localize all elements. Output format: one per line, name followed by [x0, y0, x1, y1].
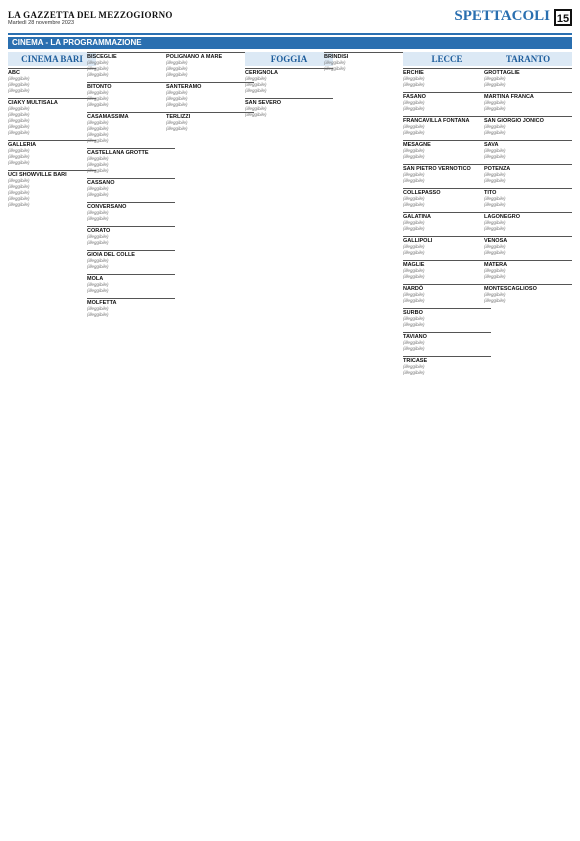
screening-text: (illeggibile)	[87, 258, 109, 263]
screening-row	[403, 154, 491, 160]
screening-text: (illeggibile)	[245, 76, 267, 81]
cinema-name: MESAGNE	[403, 140, 491, 148]
screening-text: (illeggibile)	[8, 178, 30, 183]
cinema-name: TRICASE	[403, 356, 491, 364]
masthead	[8, 8, 572, 30]
cinema-name: GIOIA DEL COLLE	[87, 250, 175, 258]
screening-row	[87, 192, 175, 198]
screening-row	[484, 178, 572, 184]
screening-row	[403, 274, 491, 280]
screening-text: (illeggibile)	[484, 106, 506, 111]
cinema-name: POLIGNANO A MARE	[166, 52, 254, 60]
cinema-name: UCI SHOWVILLE BARI	[8, 170, 96, 178]
screening-text: (illeggibile)	[8, 154, 30, 159]
screening-text: (illeggibile)	[484, 172, 506, 177]
screening-text: (illeggibile)	[87, 126, 109, 131]
cinema-block	[484, 116, 572, 136]
screening-row	[8, 130, 96, 136]
screening-text: (illeggibile)	[8, 130, 30, 135]
screening-row	[403, 106, 491, 112]
screening-text: (illeggibile)	[484, 226, 506, 231]
cinema-block	[403, 260, 491, 280]
cinema-name: SAVA	[484, 140, 572, 148]
screening-text: (illeggibile)	[403, 130, 425, 135]
screening-text: (illeggibile)	[324, 60, 346, 65]
screening-row	[8, 160, 96, 166]
screening-row	[87, 168, 175, 174]
screening-text: (illeggibile)	[8, 124, 30, 129]
cinema-name: GALLIPOLI	[403, 236, 491, 244]
cinema-name: SANTERAMO	[166, 82, 254, 90]
screening-text: (illeggibile)	[403, 220, 425, 225]
screening-text: (illeggibile)	[484, 250, 506, 255]
listing-columns	[8, 52, 572, 833]
cinema-name: CORATO	[87, 226, 175, 234]
cinema-block	[87, 112, 175, 144]
screening-text: (illeggibile)	[403, 148, 425, 153]
cinema-name: MARTINA FRANCA	[484, 92, 572, 100]
screening-text: (illeggibile)	[87, 210, 109, 215]
city-heading: TARANTO	[484, 52, 572, 66]
cinema-block	[166, 112, 254, 132]
cinema-block	[484, 164, 572, 184]
screening-text: (illeggibile)	[484, 202, 506, 207]
cinema-name: CERIGNOLA	[245, 68, 333, 76]
screening-text: (illeggibile)	[484, 196, 506, 201]
cinema-block	[8, 98, 96, 136]
screening-text: (illeggibile)	[403, 226, 425, 231]
cinema-name: CASTELLANA GROTTE	[87, 148, 175, 156]
screening-text: (illeggibile)	[245, 112, 267, 117]
cinema-block	[403, 332, 491, 352]
screening-row	[8, 88, 96, 94]
screening-row	[245, 112, 333, 118]
cinema-name: POTENZA	[484, 164, 572, 172]
cinema-block	[8, 140, 96, 166]
screening-text: (illeggibile)	[403, 364, 425, 369]
screening-text: (illeggibile)	[8, 76, 30, 81]
screening-row	[484, 274, 572, 280]
city-heading: LECCE	[403, 52, 491, 66]
cinema-name: GALLERIA	[8, 140, 96, 148]
screening-text: (illeggibile)	[87, 162, 109, 167]
screening-text: (illeggibile)	[87, 288, 109, 293]
cinema-name: TERLIZZI	[166, 112, 254, 120]
cinema-block	[403, 284, 491, 304]
screening-text: (illeggibile)	[87, 192, 109, 197]
cinema-name: SURBO	[403, 308, 491, 316]
screening-row	[403, 298, 491, 304]
screening-text: (illeggibile)	[484, 148, 506, 153]
screening-row	[87, 240, 175, 246]
listings-banner: CINEMA - LA PROGRAMMAZIONE	[8, 37, 572, 49]
cinema-block	[403, 68, 491, 88]
screening-row	[403, 250, 491, 256]
screening-text: (illeggibile)	[403, 106, 425, 111]
cinema-name: LAGONEGRO	[484, 212, 572, 220]
cinema-block	[87, 250, 175, 270]
city-heading: FOGGIA	[245, 52, 333, 66]
screening-text: (illeggibile)	[403, 292, 425, 297]
screening-text: (illeggibile)	[403, 202, 425, 207]
screening-row	[403, 130, 491, 136]
screening-row	[484, 82, 572, 88]
screening-row	[484, 106, 572, 112]
screening-text: (illeggibile)	[403, 172, 425, 177]
cinema-name: CONVERSANO	[87, 202, 175, 210]
cinema-block	[87, 274, 175, 294]
screening-row	[484, 154, 572, 160]
screening-text: (illeggibile)	[87, 312, 109, 317]
screening-text: (illeggibile)	[87, 306, 109, 311]
cinema-block	[403, 164, 491, 184]
screening-text: (illeggibile)	[87, 264, 109, 269]
cinema-name: SAN GIORGIO JONICO	[484, 116, 572, 124]
cinema-block	[484, 236, 572, 256]
cinema-block	[403, 92, 491, 112]
cinema-block	[166, 52, 254, 78]
screening-text: (illeggibile)	[87, 240, 109, 245]
section-title: SPETTACOLI	[454, 8, 550, 24]
screening-row	[166, 102, 254, 108]
cinema-block	[8, 170, 96, 208]
screening-text: (illeggibile)	[87, 138, 109, 143]
issue-date: Martedì 28 novembre 2023	[8, 20, 75, 26]
screening-row	[403, 202, 491, 208]
screening-text: (illeggibile)	[8, 184, 30, 189]
column-1	[8, 52, 96, 833]
screening-text: (illeggibile)	[87, 186, 109, 191]
screening-row	[8, 202, 96, 208]
cinema-name: TAVIANO	[403, 332, 491, 340]
screening-text: (illeggibile)	[324, 66, 346, 71]
column-6	[403, 52, 491, 833]
cinema-block	[245, 98, 333, 118]
cinema-name: MOLA	[87, 274, 175, 282]
screening-text: (illeggibile)	[484, 154, 506, 159]
screening-row	[166, 72, 254, 78]
screening-text: (illeggibile)	[166, 96, 188, 101]
cinema-block	[87, 298, 175, 318]
screening-row	[403, 370, 491, 376]
cinema-block	[484, 212, 572, 232]
screening-text: (illeggibile)	[403, 322, 425, 327]
screening-text: (illeggibile)	[484, 244, 506, 249]
screening-row	[484, 202, 572, 208]
cinema-block	[87, 226, 175, 246]
column-4	[245, 52, 333, 833]
screening-text: (illeggibile)	[403, 178, 425, 183]
cinema-name: BISCEGLIE	[87, 52, 175, 60]
cinema-name: CIAKY MULTISALA	[8, 98, 96, 106]
cinema-block	[403, 308, 491, 328]
cinema-block	[245, 68, 333, 94]
cinema-name: CASSANO	[87, 178, 175, 186]
screening-row	[245, 88, 333, 94]
cinema-block	[8, 68, 96, 94]
screening-text: (illeggibile)	[403, 346, 425, 351]
screening-text: (illeggibile)	[245, 106, 267, 111]
screening-text: (illeggibile)	[484, 130, 506, 135]
cinema-block	[403, 188, 491, 208]
cinema-name: COLLEPASSO	[403, 188, 491, 196]
cinema-name: GALATINA	[403, 212, 491, 220]
screening-text: (illeggibile)	[8, 88, 30, 93]
screening-text: (illeggibile)	[87, 282, 109, 287]
cinema-block	[484, 68, 572, 88]
screening-text: (illeggibile)	[403, 340, 425, 345]
screening-text: (illeggibile)	[166, 90, 188, 95]
screening-row	[484, 298, 572, 304]
cinema-name: CASAMASSIMA	[87, 112, 175, 120]
screening-text: (illeggibile)	[166, 60, 188, 65]
cinema-block	[403, 212, 491, 232]
screening-text: (illeggibile)	[166, 126, 188, 131]
cinema-name: SAN PIETRO VERNOTICO	[403, 164, 491, 172]
screening-text: (illeggibile)	[87, 96, 109, 101]
screening-text: (illeggibile)	[87, 216, 109, 221]
screening-text: (illeggibile)	[87, 66, 109, 71]
screening-row	[166, 126, 254, 132]
newspaper-name: LA GAZZETTA DEL MEZZOGIORNO	[8, 10, 173, 20]
cinema-name: NARDÒ	[403, 284, 491, 292]
cinema-block	[87, 178, 175, 198]
screening-text: (illeggibile)	[8, 112, 30, 117]
screening-text: (illeggibile)	[403, 268, 425, 273]
screening-row	[324, 66, 412, 72]
screening-text: (illeggibile)	[484, 100, 506, 105]
screening-text: (illeggibile)	[87, 102, 109, 107]
screening-text: (illeggibile)	[403, 196, 425, 201]
cinema-name: GROTTAGLIE	[484, 68, 572, 76]
screening-text: (illeggibile)	[166, 120, 188, 125]
screening-row	[403, 346, 491, 352]
screening-text: (illeggibile)	[166, 102, 188, 107]
screening-text: (illeggibile)	[245, 82, 267, 87]
column-5	[324, 52, 412, 833]
screening-text: (illeggibile)	[8, 196, 30, 201]
screening-text: (illeggibile)	[484, 124, 506, 129]
cinema-block	[87, 148, 175, 174]
screening-text: (illeggibile)	[403, 154, 425, 159]
cinema-block	[87, 52, 175, 78]
screening-text: (illeggibile)	[8, 160, 30, 165]
cinema-name: TITO	[484, 188, 572, 196]
screening-row	[403, 322, 491, 328]
screening-text: (illeggibile)	[403, 298, 425, 303]
screening-text: (illeggibile)	[403, 244, 425, 249]
cinema-block	[484, 260, 572, 280]
screening-row	[87, 264, 175, 270]
screening-row	[484, 130, 572, 136]
screening-text: (illeggibile)	[484, 292, 506, 297]
cinema-block	[403, 356, 491, 376]
screening-text: (illeggibile)	[8, 82, 30, 87]
screening-text: (illeggibile)	[8, 202, 30, 207]
screening-text: (illeggibile)	[484, 274, 506, 279]
cinema-block	[403, 236, 491, 256]
screening-row	[87, 102, 175, 108]
cinema-name: MAGLIE	[403, 260, 491, 268]
screening-text: (illeggibile)	[8, 118, 30, 123]
column-3	[166, 52, 254, 833]
screening-row	[87, 216, 175, 222]
screening-text: (illeggibile)	[403, 82, 425, 87]
screening-text: (illeggibile)	[166, 66, 188, 71]
cinema-block	[166, 82, 254, 108]
screening-text: (illeggibile)	[403, 124, 425, 129]
screening-text: (illeggibile)	[87, 234, 109, 239]
screening-row	[403, 82, 491, 88]
cinema-block	[484, 140, 572, 160]
cinema-name: BITONTO	[87, 82, 175, 90]
screening-row	[87, 312, 175, 318]
screening-text: (illeggibile)	[403, 316, 425, 321]
screening-text: (illeggibile)	[87, 156, 109, 161]
cinema-name: MOLFETTA	[87, 298, 175, 306]
screening-row	[87, 288, 175, 294]
screening-text: (illeggibile)	[484, 82, 506, 87]
screening-row	[484, 226, 572, 232]
screening-row	[403, 226, 491, 232]
cinema-name: MONTESCAGLIOSO	[484, 284, 572, 292]
city-heading: CINEMA BARI	[8, 52, 96, 66]
screening-text: (illeggibile)	[403, 250, 425, 255]
screening-text: (illeggibile)	[8, 148, 30, 153]
screening-text: (illeggibile)	[403, 100, 425, 105]
cinema-block	[484, 284, 572, 304]
column-2	[87, 52, 175, 833]
cinema-block	[87, 82, 175, 108]
screening-text: (illeggibile)	[484, 268, 506, 273]
cinema-block	[403, 116, 491, 136]
column-7	[484, 52, 572, 833]
screening-text: (illeggibile)	[87, 90, 109, 95]
screening-text: (illeggibile)	[484, 298, 506, 303]
cinema-name: FASANO	[403, 92, 491, 100]
cinema-block	[87, 202, 175, 222]
cinema-name: ABC	[8, 68, 96, 76]
cinema-name: SAN SEVERO	[245, 98, 333, 106]
cinema-name: VENOSA	[484, 236, 572, 244]
cinema-block	[484, 92, 572, 112]
screening-row	[87, 72, 175, 78]
header-rule	[8, 33, 572, 35]
screening-text: (illeggibile)	[484, 178, 506, 183]
screening-text: (illeggibile)	[87, 132, 109, 137]
screening-row	[484, 250, 572, 256]
cinema-block	[403, 140, 491, 160]
screening-text: (illeggibile)	[403, 274, 425, 279]
page-number: 15	[554, 9, 572, 26]
screening-row	[87, 138, 175, 144]
cinema-name: BRINDISI	[324, 52, 412, 60]
screening-text: (illeggibile)	[87, 72, 109, 77]
screening-text: (illeggibile)	[87, 168, 109, 173]
screening-text: (illeggibile)	[484, 220, 506, 225]
cinema-name: FRANCAVILLA FONTANA	[403, 116, 491, 124]
cinema-block	[484, 188, 572, 208]
screening-text: (illeggibile)	[245, 88, 267, 93]
screening-text: (illeggibile)	[166, 72, 188, 77]
cinema-name: MATERA	[484, 260, 572, 268]
screening-text: (illeggibile)	[403, 370, 425, 375]
cinema-block	[324, 52, 412, 72]
screening-text: (illeggibile)	[8, 190, 30, 195]
screening-text: (illeggibile)	[484, 76, 506, 81]
screening-row	[403, 178, 491, 184]
screening-text: (illeggibile)	[403, 76, 425, 81]
screening-text: (illeggibile)	[8, 106, 30, 111]
screening-text: (illeggibile)	[87, 120, 109, 125]
screening-text: (illeggibile)	[87, 60, 109, 65]
cinema-name: ERCHIE	[403, 68, 491, 76]
